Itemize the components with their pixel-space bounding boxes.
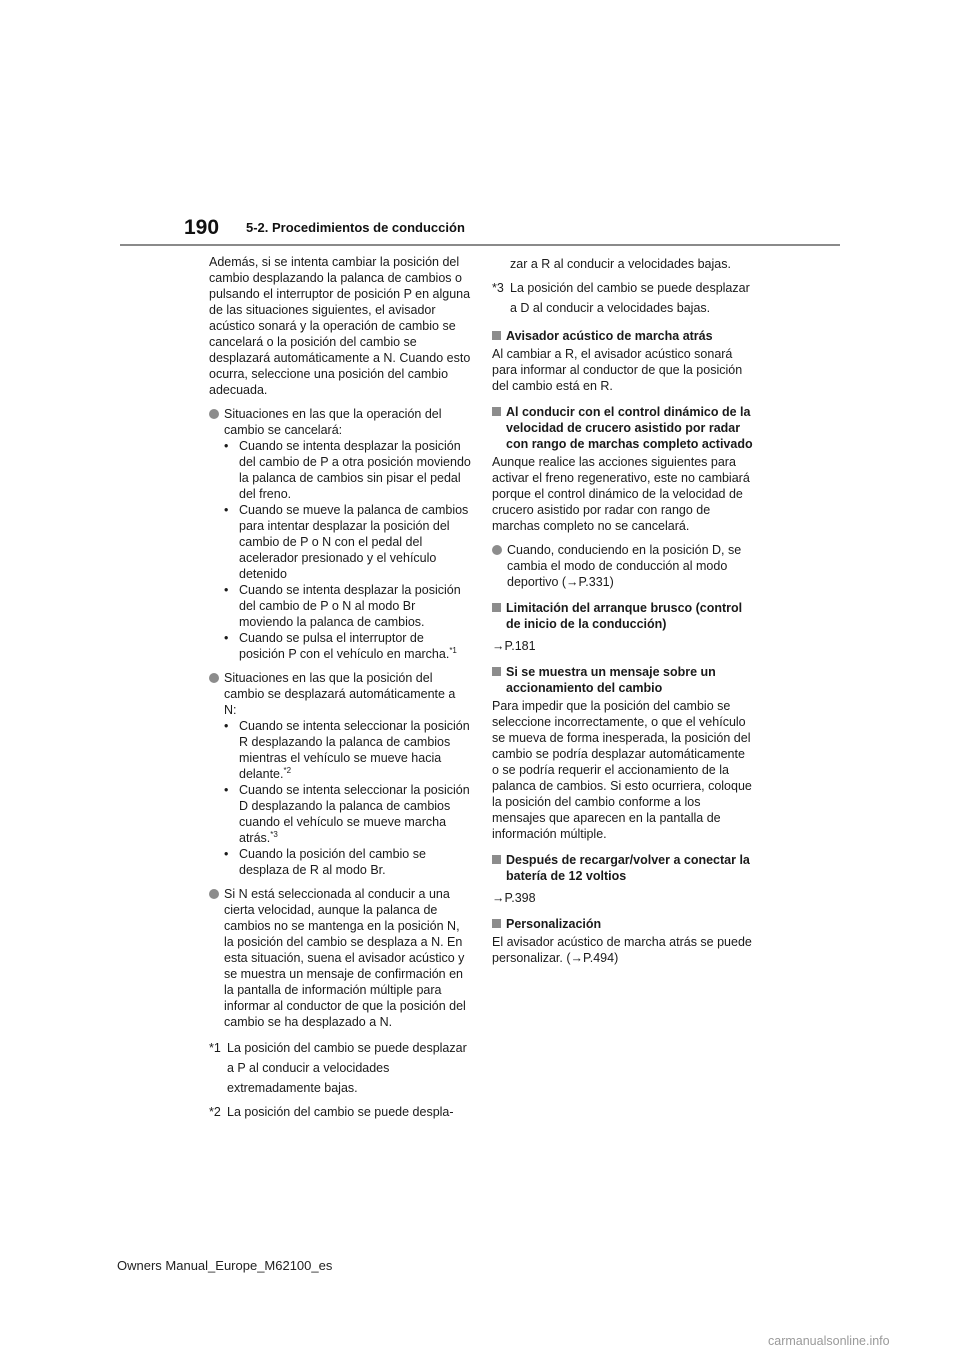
square-bullet-icon bbox=[492, 407, 501, 416]
circle-bullet-icon bbox=[209, 889, 219, 899]
page-reference-link[interactable]: →P.398 bbox=[492, 891, 536, 905]
list-item: • Cuando se intenta desplazar la posición del cambio de P a otra posición moviendo la palanca de cambios sin pisar el pedal del freno. bbox=[224, 439, 471, 501]
list-item: • Cuando se intenta seleccionar la posición D desplazando la palanca de cambios cuando el vehículo se mueve marcha atrás.$^{*3}$ bbox=[224, 783, 470, 845]
section-body: Para impedir que la posición del cambio se seleccione incorrectamente, o que el vehículo se mueva de forma inesperada, la posición del cambio se podría desplazar automáticamente o se podría requerir el accionamiento de la palanca de cambios. Si esto ocurriera, coloque la posición del cambio conforme a los mensajes que aparecen en la pantalla de información múltiple. bbox=[492, 699, 752, 841]
circle-bullet-icon bbox=[209, 409, 219, 419]
header-divider bbox=[120, 244, 840, 246]
sport-mode-item bbox=[492, 542, 754, 590]
section-reverse-buzzer bbox=[492, 328, 754, 394]
list-item: • Cuando se pulsa el interruptor de posición P con el vehículo en marcha.$^{*1}$ bbox=[224, 631, 457, 661]
page-number: 190 bbox=[184, 216, 220, 239]
block-title: Situaciones en las que la operación del cambio se cancelará: bbox=[224, 407, 442, 437]
section-body: Aunque realice las acciones siguientes para activar el freno regenerativo, este no cambiará porque el control dinámico de la velocidad de crucero asistido por radar con rango de marchas completo no se cancelará. bbox=[492, 455, 750, 533]
footnote-2-continued: zar a R al conducir a velocidades bajas. bbox=[510, 257, 731, 271]
cancel-situations-block bbox=[209, 406, 471, 662]
circle-bullet-icon bbox=[492, 545, 502, 555]
section-heading: Después de recargar/volver a conectar la batería de 12 voltios bbox=[492, 852, 754, 884]
footnote-3: *3 La posición del cambio se puede desplazar a D al conducir a velocidades bajas. bbox=[492, 281, 750, 315]
section-battery bbox=[492, 852, 754, 906]
section-title: 5-2. Procedimientos de conducción bbox=[246, 220, 465, 235]
intro-paragraph: Además, si se intenta cambiar la posición del cambio desplazando la palanca de cambios o pulsando el interruptor de posición P en alguna de las situaciones siguientes, el avisador acústico sonará y la operación de cambio se cancelará o la posición del cambio se desplazará automáticamente a N. Cuando esto ocurra, seleccione una posición del cambio adecuada. bbox=[209, 255, 471, 397]
section-body: El avisador acústico de marcha atrás se puede personalizar. (→P.494) bbox=[492, 935, 752, 965]
section-heading: Limitación del arranque brusco (control de inicio de la conducción) bbox=[492, 600, 754, 632]
right-column bbox=[492, 254, 754, 966]
section-body: Al cambiar a R, el avisador acústico sonará para informar al conductor de que la posición del cambio está en R. bbox=[492, 347, 743, 393]
square-bullet-icon bbox=[492, 331, 501, 340]
section-heading: Personalización bbox=[492, 916, 754, 932]
list-item: • Cuando se intenta desplazar la posición del cambio de P o N al modo Br moviendo la palanca de cambios. bbox=[224, 583, 461, 629]
list-item: • Cuando se intenta seleccionar la posición R desplazando la palanca de cambios mientras el vehículo se mueve hacia delante.$^{*2}$ bbox=[224, 719, 470, 781]
page-reference-link[interactable]: →P.181 bbox=[492, 639, 536, 653]
footnote-ref: *3 bbox=[270, 829, 278, 839]
footnote-ref: *2 bbox=[283, 765, 292, 775]
section-heading: Al conducir con el control dinámico de la velocidad de crucero asistido por radar con rango de marchas completo activado bbox=[492, 404, 754, 452]
footnote-2: *2 La posición del cambio se puede despla- bbox=[209, 1105, 454, 1119]
neutral-speed-block bbox=[209, 886, 471, 1030]
watermark: carmanualsonline.info bbox=[768, 1334, 890, 1348]
section-shift-message bbox=[492, 664, 754, 842]
square-bullet-icon bbox=[492, 855, 501, 864]
square-bullet-icon bbox=[492, 667, 501, 676]
square-bullet-icon bbox=[492, 919, 501, 928]
left-column bbox=[209, 254, 471, 1122]
footnote-ref: *1 bbox=[449, 645, 457, 655]
section-customization bbox=[492, 916, 754, 966]
block-title: Situaciones en las que la posición del cambio se desplazará automáticamente a N: bbox=[224, 671, 456, 717]
footer-doc-id: Owners Manual_Europe_M62100_es bbox=[117, 1258, 333, 1273]
section-heading: Si se muestra un mensaje sobre un accionamiento del cambio bbox=[492, 664, 754, 696]
section-launch-control bbox=[492, 600, 754, 654]
block-text: Cuando, conduciendo en la posición D, se cambia el modo de conducción al modo deportivo (→P.331) bbox=[507, 543, 742, 589]
auto-neutral-block bbox=[209, 670, 471, 878]
circle-bullet-icon bbox=[209, 673, 219, 683]
square-bullet-icon bbox=[492, 603, 501, 612]
block-text: Si N está seleccionada al conducir a una cierta velocidad, aunque la palanca de cambios no se mantenga en la posición N, la posición del cambio se desplaza a N. En esta situación, suena el avisador acústico y se muestra un mensaje de confirmación en la pantalla de información múltiple para informar al conductor de que la posición del cambio se ha desplazado a N. bbox=[224, 887, 466, 1029]
list-item: • Cuando se mueve la palanca de cambios para intentar desplazar la posición del cambio de P o N con el pedal del acelerador presionado y el vehículo detenido bbox=[224, 503, 469, 581]
section-radar-cruise bbox=[492, 404, 754, 590]
list-item: • Cuando la posición del cambio se desplaza de R al modo Br. bbox=[224, 847, 426, 877]
section-heading: Avisador acústico de marcha atrás bbox=[492, 328, 754, 344]
footnote-1: *1 La posición del cambio se puede desplazar a P al conducir a velocidades extremadamente bajas. bbox=[209, 1041, 467, 1095]
